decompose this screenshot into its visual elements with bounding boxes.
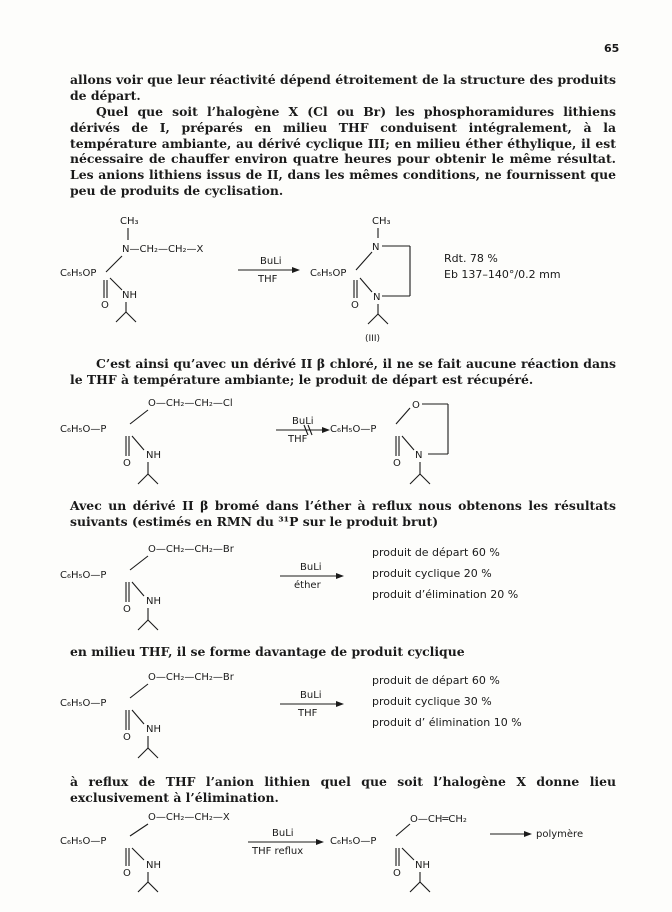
chain-label: O—CH₂—CH₂—Br xyxy=(148,544,234,555)
nh-label: NH xyxy=(122,290,137,301)
reaction-scheme-2 xyxy=(60,394,620,494)
phosphorus-group-label: C₆H₅O—P xyxy=(330,424,377,435)
reagent-top: BuLi xyxy=(300,562,322,573)
oxygen-label: O xyxy=(123,732,131,743)
chain-label: O—CH₂—CH₂—Br xyxy=(148,672,234,683)
phosphorus-group-label: C₆H₅O—P xyxy=(60,698,107,709)
boiling-point-text: Eb 137–140°/0.2 mm xyxy=(444,268,561,281)
phosphorus-group-label: C₆H₅O—P xyxy=(60,424,107,435)
result-cyclic-product: produit cyclique 30 % xyxy=(372,695,492,708)
amine-chain-label: N—CH₂—CH₂—X xyxy=(122,244,204,255)
page-number: 65 xyxy=(604,42,620,55)
nh-label: NH xyxy=(146,860,161,871)
reagent-bottom: THF xyxy=(288,434,308,445)
paragraph-chloride: C’est ainsi qu’avec un dérivé II β chloré, il ne se fait aucune réaction dans le THF à température ambiante; le produit de départ est récupéré. xyxy=(70,356,616,387)
reagent-bottom: THF xyxy=(298,708,318,719)
phosphorus-group-label: C₆H₅OP xyxy=(310,268,347,279)
reaction-scheme-3 xyxy=(60,540,620,640)
reagent-bottom: THF reflux xyxy=(252,846,304,857)
nitrogen-label: N xyxy=(373,292,381,303)
nitrogen-label: N xyxy=(372,242,380,253)
oxygen-label: O xyxy=(123,458,131,469)
reaction-scheme-5 xyxy=(60,808,620,908)
result-elimination-product: produit d’élimination 20 % xyxy=(372,588,519,601)
result-cyclic-product: produit cyclique 20 % xyxy=(372,567,492,580)
yield-text: Rdt. 78 % xyxy=(444,252,498,265)
reagent-top: BuLi xyxy=(260,256,282,267)
methyl-label: CH₃ xyxy=(372,216,391,227)
oxygen-label: O xyxy=(351,300,359,311)
reaction-scheme-1 xyxy=(60,212,620,342)
nitrogen-label: N xyxy=(415,450,423,461)
result-starting-material: produit de départ 60 % xyxy=(372,674,500,687)
reaction-scheme-4 xyxy=(60,668,620,768)
phosphorus-group-label: C₆H₅O—P xyxy=(60,836,107,847)
nh-label: NH xyxy=(146,724,161,735)
phosphorus-group-label: C₆H₅O—P xyxy=(60,570,107,581)
oxygen-label: O xyxy=(393,868,401,879)
oxygen-label: O xyxy=(101,300,109,311)
chain-label: O—CH₂—CH₂—Cl xyxy=(148,398,233,409)
nh-label: NH xyxy=(415,860,430,871)
paragraph-halogen: Quel que soit l’halogène X (Cl ou Br) les phosphoramidures lithiens dérivés de I, préparés en milieu THF conduisent intégralement, à la température ambiante, au dérivé cyclique III; en milieu éther éthylique, il est nécessaire de chauffer environ quatre heures pour obtenir le même résultat. Les anions lithiens issus de II, dans les mêmes conditions, ne fournissent que peu de produits de cyclisation. xyxy=(70,104,616,198)
nh-label: NH xyxy=(146,596,161,607)
paragraph-bromide: Avec un dérivé II β bromé dans l’éther à reflux nous obtenons les résultats suivants (estimés en RMN du ³¹P sur le produit brut) xyxy=(70,498,616,529)
chain-label: O—CH₂—CH₂—X xyxy=(148,812,230,823)
compound-label-iii: (III) xyxy=(365,334,380,344)
oxygen-label: O xyxy=(412,400,420,411)
polymer-label: polymère xyxy=(536,829,584,840)
reagent-top: BuLi xyxy=(272,828,294,839)
paragraph-thf: en milieu THF, il se forme davantage de produit cyclique xyxy=(70,644,465,659)
phosphorus-group-label: C₆H₅O—P xyxy=(330,836,377,847)
result-starting-material: produit de départ 60 % xyxy=(372,546,500,559)
oxygen-label: O xyxy=(123,868,131,879)
reagent-bottom: éther xyxy=(294,580,321,591)
nh-label: NH xyxy=(146,450,161,461)
paragraph-reflux: à reflux de THF l’anion lithien quel que soit l’halogène X donne lieu exclusivement à l’élimination. xyxy=(70,774,616,805)
reagent-top: BuLi xyxy=(300,690,322,701)
reagent-top: BuLi xyxy=(292,416,314,427)
oxygen-label: O xyxy=(123,604,131,615)
result-elimination-product: produit d’ élimination 10 % xyxy=(372,716,522,729)
vinyl-group-label: O—CH═CH₂ xyxy=(410,814,467,825)
phosphorus-group-label: C₆H₅OP xyxy=(60,268,97,279)
methyl-label: CH₃ xyxy=(120,216,139,227)
reagent-bottom: THF xyxy=(258,274,278,285)
oxygen-label: O xyxy=(393,458,401,469)
paragraph-intro: allons voir que leur réactivité dépend étroitement de la structure des produits de départ. xyxy=(70,72,616,103)
